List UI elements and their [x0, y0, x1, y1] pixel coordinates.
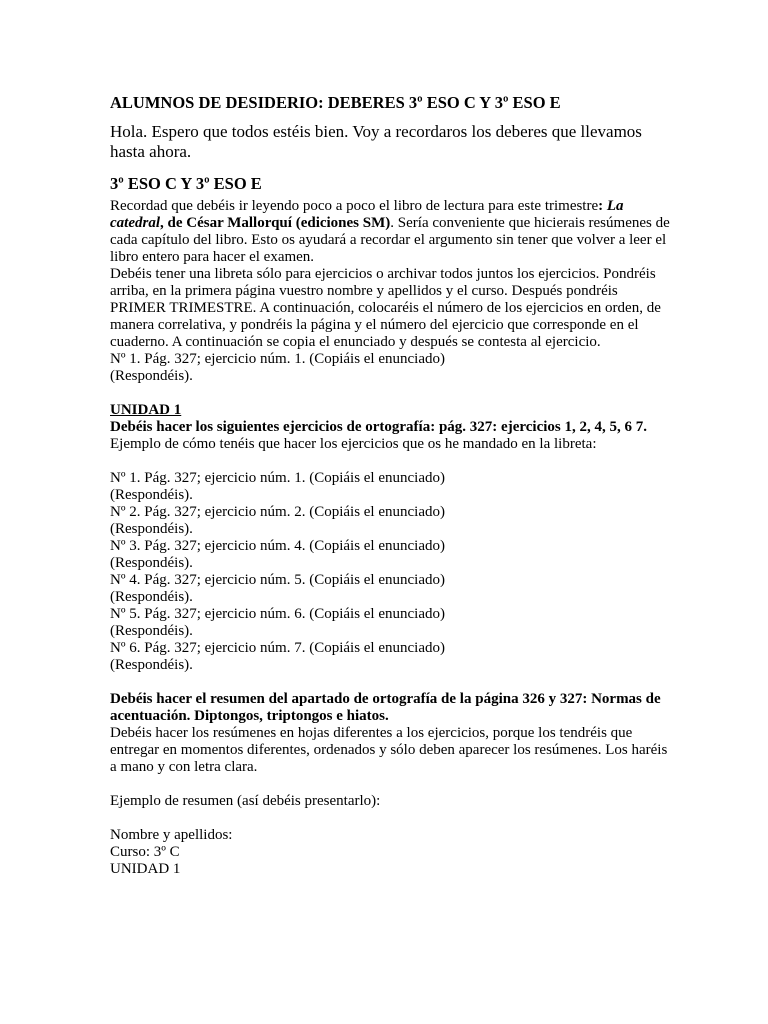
exercise-line: Nº 4. Pág. 327; ejercicio núm. 5. (Copiáis el enunciado) — [110, 572, 445, 588]
summary-text: Debéis hacer los resúmenes en hojas diferentes a los ejercicios, porque los tendréis que entregar en momentos diferentes, ordenados y sólo deben aparecer los resúmenes. Los haréis a mano y con letra clara. — [110, 725, 668, 775]
exercise-answer: (Respondéis). — [110, 521, 193, 537]
unit-example-intro: Ejemplo de cómo tenéis que hacer los ejercicios que os he mandado en la libreta: — [110, 436, 597, 452]
exercise-line: Nº 6. Pág. 327; ejercicio núm. 7. (Copiáis el enunciado) — [110, 640, 445, 656]
document-title: ALUMNOS DE DESIDERIO: DEBERES 3º ESO C Y 3º ESO E — [110, 93, 561, 112]
book-title: La catedral — [110, 198, 624, 231]
reading-text: Recordad que debéis ir leyendo poco a poco el libro de lectura para este trimestre — [110, 198, 599, 214]
exercise-answer: (Respondéis). — [110, 487, 193, 503]
example-line: Nº 1. Pág. 327; ejercicio núm. 1. (Copiáis el enunciado) — [110, 351, 445, 367]
unit-heading: UNIDAD 1 — [110, 402, 182, 418]
exercise-answer: (Respondéis). — [110, 657, 193, 673]
spacer — [110, 776, 670, 793]
book-author: , de César Mallorquí (ediciones SM) — [160, 215, 391, 231]
example-answer: (Respondéis). — [110, 368, 193, 384]
spacer — [110, 453, 670, 470]
colon: : — [598, 198, 607, 214]
summary-example-intro: Ejemplo de resumen (así debéis presentarlo): — [110, 793, 381, 809]
exercise-answer: (Respondéis). — [110, 623, 193, 639]
form-unit-line: UNIDAD 1 — [110, 861, 181, 877]
form-name-line: Nombre y apellidos: — [110, 827, 233, 843]
exercise-answer: (Respondéis). — [110, 589, 193, 605]
document-content — [110, 93, 670, 878]
exercise-line: Nº 2. Pág. 327; ejercicio núm. 2. (Copiáis el enunciado) — [110, 504, 445, 520]
spacer — [110, 385, 670, 402]
section-heading: 3º ESO C Y 3º ESO E — [110, 174, 262, 193]
exercise-line: Nº 1. Pág. 327; ejercicio núm. 1. (Copiáis el enunciado) — [110, 470, 445, 486]
intro-paragraph: Hola. Espero que todos estéis bien. Voy a recordaros los deberes que llevamos hasta ahora. — [110, 122, 642, 161]
exercise-answer: (Respondéis). — [110, 555, 193, 571]
exercise-list — [110, 470, 670, 674]
unit-exercises-instruction: Debéis hacer los siguientes ejercicios de ortografía: pág. 327: ejercicios 1, 2, 4, 5, 6 7. — [110, 419, 647, 435]
reading-paragraph — [110, 198, 670, 266]
form-course-line: Curso: 3º C — [110, 844, 180, 860]
summary-instruction: Debéis hacer el resumen del apartado de ortografía de la página 326 y 327: Normas de acentuación. Diptongos, triptongos e hiatos. — [110, 691, 661, 724]
exercise-line: Nº 3. Pág. 327; ejercicio núm. 4. (Copiáis el enunciado) — [110, 538, 445, 554]
spacer — [110, 810, 670, 827]
notebook-paragraph: Debéis tener una libreta sólo para ejercicios o archivar todos juntos los ejercicios. Pondréis arriba, en la primera página vuestro nombre y apellidos y el curso. Después pondréis PRIMER TRIMESTRE. A continuación, colocaréis el número de los ejercicios en orden, de manera correlativa, y pondréis la página y el número del ejercicio que corresponde en el cuaderno. A continuación se copia el enunciado y después se contesta al ejercicio. — [110, 266, 661, 350]
reading-text-rest: . Sería conveniente que hicierais resúmenes de cada capítulo del libro. Esto os ayudará a recordar el argumento sin tener que volver a leer el libro entero para hacer el examen. — [110, 215, 670, 265]
spacer — [110, 674, 670, 691]
exercise-line: Nº 5. Pág. 327; ejercicio núm. 6. (Copiáis el enunciado) — [110, 606, 445, 622]
